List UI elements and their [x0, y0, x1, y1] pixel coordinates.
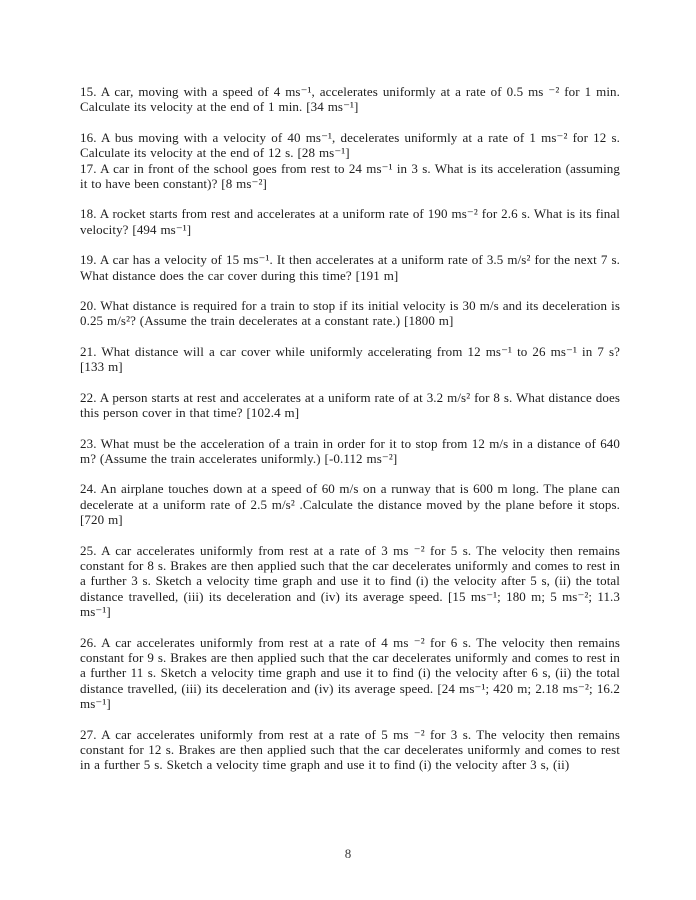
- problem-paragraph-15: 15. A car, moving with a speed of 4 ms⁻¹, accelerates uniformly at a rate of 0.5 ms ⁻² for 1 min. Calculate its velocity at the end of 1 min. [34 ms⁻¹]: [80, 84, 620, 115]
- problem-paragraph-25: 25. A car accelerates uniformly from rest at a rate of 3 ms ⁻² for 5 s. The velocity then remains constant for 8 s. Brakes are then applied such that the car decelerates uniformly and comes to rest in a further 3 s. Sketch a velocity time graph and use it to find (i) the velocity after 5 s, (ii) the total distance travelled, (iii) its deceleration and (iv) its average speed. [15 ms⁻¹; 180 m; 5 ms⁻²; 11.3 ms⁻¹]: [80, 542, 620, 620]
- problem-paragraph-27: 27. A car accelerates uniformly from rest at a rate of 5 ms ⁻² for 3 s. The velocity then remains constant for 12 s. Brakes are then applied such that the car decelerates uniformly and comes to rest in a further 5 s. Sketch a velocity time graph and use it to find (i) the velocity after 3 s, (ii): [80, 726, 620, 773]
- problem-paragraph-16: 16. A bus moving with a velocity of 40 ms⁻¹, decelerates uniformly at a rate of 1 ms⁻² for 12 s. Calculate its velocity at the end of 12 s. [28 ms⁻¹]: [80, 129, 620, 161]
- problem-paragraph-24: 24. An airplane touches down at a speed of 60 m/s on a runway that is 600 m long. The plane can decelerate at a uniform rate of 2.5 m/s² .Calculate the distance moved by the plane before it stops. [720 m]: [80, 481, 620, 528]
- problem-paragraph-17: 17. A car in front of the school goes from rest to 24 ms⁻¹ in 3 s. What is its acceleration (assuming it to have been constant)? [8 ms⁻²]: [80, 160, 620, 192]
- page-number: 8: [344, 846, 352, 861]
- problem-paragraph-19: 19. A car has a velocity of 15 ms⁻¹. It then accelerates at a uniform rate of 3.5 m/s² for the next 7 s. What distance does the car cover during this time? [191 m]: [80, 252, 620, 283]
- problem-paragraph-22: 22. A person starts at rest and accelerates at a uniform rate of at 3.2 m/s² for 8 s. What distance does this person cover in that time? [102.4 m]: [80, 389, 620, 421]
- problem-paragraph-23: 23. What must be the acceleration of a train in order for it to stop from 12 m/s in a distance of 640 m? (Assume the train accelerates uniformly.) [-0.112 ms⁻²]: [80, 435, 620, 466]
- problem-paragraph-20: 20. What distance is required for a train to stop if its initial velocity is 30 m/s and its deceleration is 0.25 m/s²? (Assume the train decelerates at a constant rate.) [1800 m]: [80, 298, 620, 329]
- problem-list: [80, 84, 620, 773]
- problem-paragraph-21: 21. What distance will a car cover while uniformly accelerating from 12 ms⁻¹ to 26 ms⁻¹ in 7 s? [133 m]: [80, 343, 620, 375]
- problem-paragraph-18: 18. A rocket starts from rest and accelerates at a uniform rate of 190 ms⁻² for 2.6 s. What is its final velocity? [494 ms⁻¹]: [80, 206, 620, 237]
- problem-paragraph-26: 26. A car accelerates uniformly from rest at a rate of 4 ms ⁻² for 6 s. The velocity then remains constant for 9 s. Brakes are then applied such that the car decelerates uniformly and comes to rest in a further 11 s. Sketch a velocity time graph and use it to find (i) the velocity after 6 s, (ii) the total distance travelled, (iii) its deceleration and (iv) its average speed. [24 ms⁻¹; 420 m; 2.18 ms⁻²; 16.2 ms⁻¹]: [80, 634, 620, 712]
